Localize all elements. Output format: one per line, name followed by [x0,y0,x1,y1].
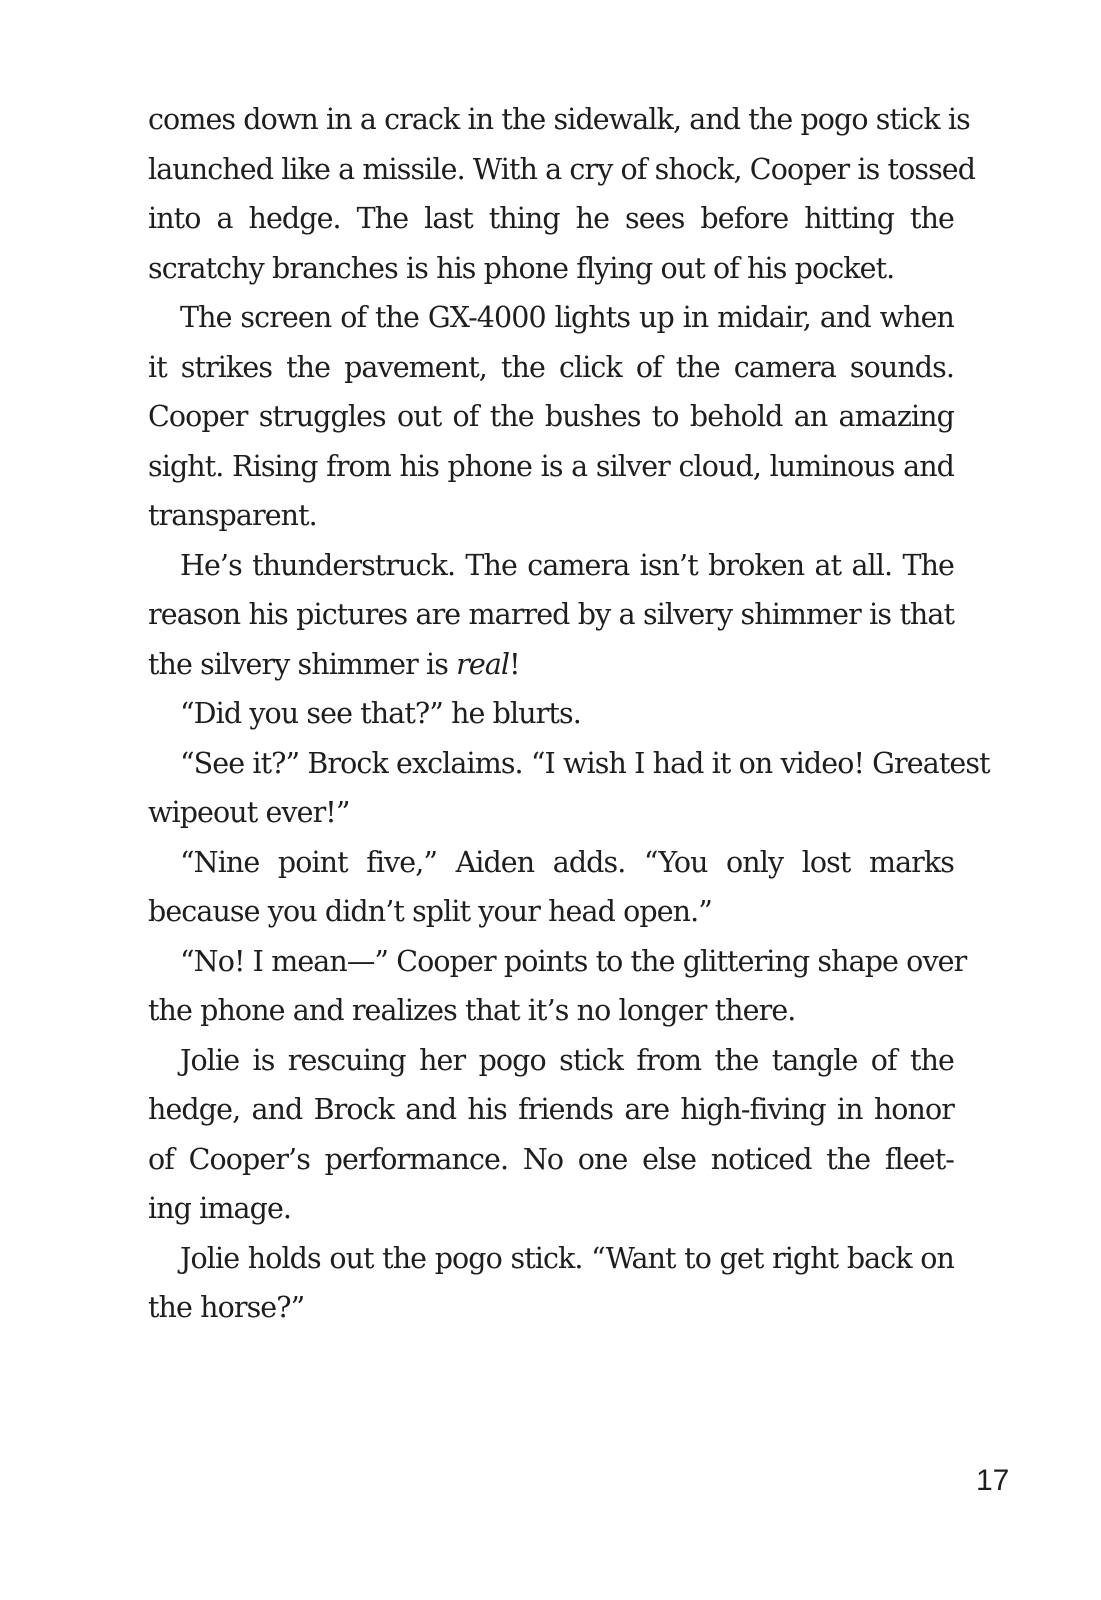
paragraph-first-line: Jolie holds out the pogo stick. “Want to get right back on [180,1241,954,1275]
emphasized-word: real [456,647,510,681]
text-line: wipeout ever!” [148,796,350,829]
book-page-body [148,95,990,1333]
text-line: scratchy branches is his phone flying out of his pocket. [148,251,895,285]
text-line: ing image. [148,1192,292,1225]
text-line: the horse?” [148,1291,305,1324]
paragraph-first-line: “Did you see that?” he blurts. [180,697,581,730]
paragraph-first-line: The screen of the GX-4000 lights up in midair, and when [180,301,954,334]
paragraph-first-line: “Nine point five,” Aiden adds. “You only lost marks [180,845,954,879]
text-line: comes down in a crack in the sidewalk, and the pogo stick is [148,103,970,136]
text-run: the silvery shimmer is [148,647,457,681]
paragraph-first-line: “No! I mean—” Cooper points to the glittering shape over [180,944,967,978]
text-line: hedge, and Brock and his friends are high-fiving in honor [148,1093,954,1126]
text-line: reason his pictures are marred by a silvery shimmer is that [148,598,954,631]
text-line: it strikes the pavement, the click of the camera sounds. [148,350,954,384]
text-line: the phone and realizes that it’s no longer there. [148,994,796,1027]
paragraph-first-line: He’s thunderstruck. The camera isn’t broken at all. The [180,548,954,582]
text-line [148,640,954,690]
text-run: ! [509,647,520,681]
text-line: of Cooper’s performance. No one else noticed the fleet- [148,1142,954,1176]
text-line: into a hedge. The last thing he sees before hitting the [148,202,954,235]
paragraph-first-line: Jolie is rescuing her pogo stick from the tangle of the [180,1043,954,1077]
page-number: 17 [976,1464,1010,1497]
text-line: launched like a missile. With a cry of shock, Cooper is tossed [148,152,976,186]
text-line: Cooper struggles out of the bushes to behold an amazing [148,400,954,433]
text-line: sight. Rising from his phone is a silver cloud, luminous and [148,449,954,483]
paragraph-first-line: “See it?” Brock exclaims. “I wish I had it on video! Greatest [180,746,990,780]
text-line: because you didn’t split your head open.” [148,895,712,928]
text-line: transparent. [148,499,317,532]
